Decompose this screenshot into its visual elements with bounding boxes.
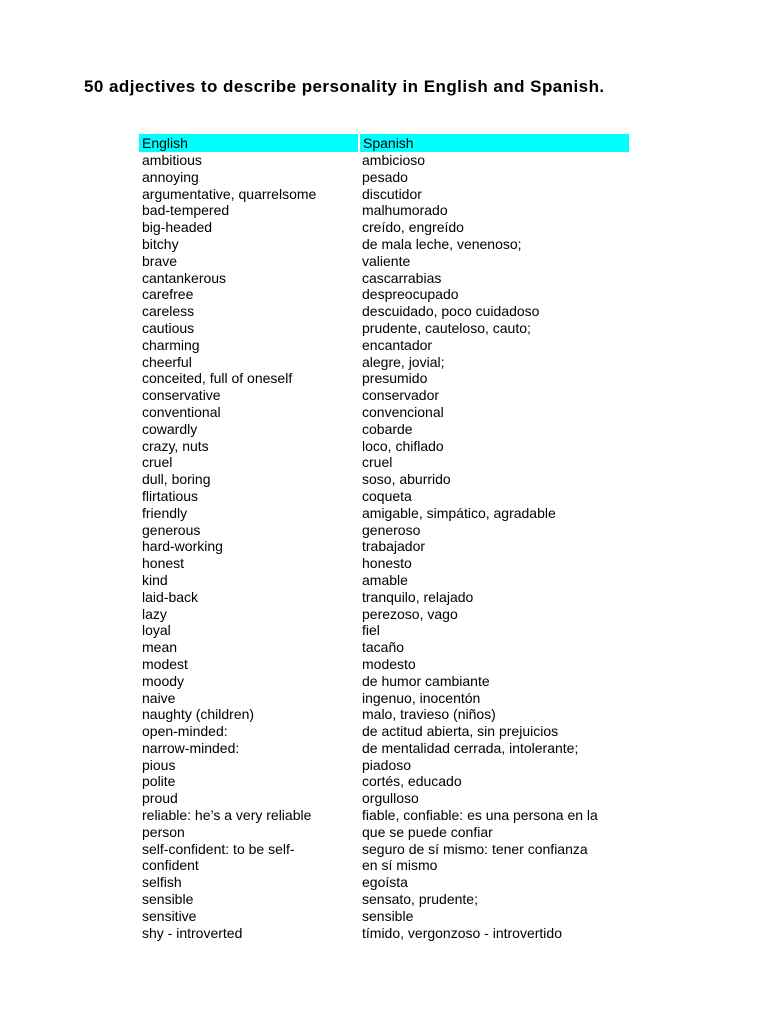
- spanish-translation: modesto: [362, 655, 416, 672]
- spanish-translation: sensato, prudente;: [362, 891, 478, 908]
- table-row: [139, 690, 629, 707]
- english-term: argumentative, quarrelsome: [142, 185, 317, 202]
- table-row: [139, 303, 629, 320]
- english-term: loyal: [142, 622, 171, 639]
- table-row: [139, 236, 629, 253]
- spanish-translation: despreocupado: [362, 286, 459, 303]
- english-term: naughty (children): [142, 706, 255, 723]
- spanish-translation: loco, chiflado: [362, 437, 444, 454]
- english-term: conservative: [142, 387, 221, 404]
- english-term: dull, boring: [142, 471, 211, 488]
- spanish-translation: fiel: [362, 622, 380, 639]
- table-row: [139, 354, 629, 371]
- spanish-translation: amigable, simpático, agradable: [362, 504, 556, 521]
- table-row: [139, 773, 629, 790]
- english-term: honest: [142, 555, 185, 572]
- spanish-translation: ingenuo, inocentón: [362, 689, 481, 706]
- spanish-translation: que se puede confiar: [362, 823, 493, 840]
- table-body: [139, 152, 629, 941]
- english-term: selfish: [142, 874, 182, 891]
- spanish-translation: encantador: [362, 336, 433, 353]
- english-term: laid-back: [142, 588, 199, 605]
- spanish-translation: valiente: [362, 252, 411, 269]
- table-row: [139, 202, 629, 219]
- table-row: [139, 505, 629, 522]
- table-header-row: [139, 134, 629, 152]
- spanish-translation: en sí mismo: [362, 857, 438, 874]
- english-term: confident: [142, 857, 199, 874]
- spanish-translation: creído, engreído: [362, 219, 464, 236]
- table-row: [139, 790, 629, 807]
- english-term: pious: [142, 756, 176, 773]
- english-term: sensitive: [142, 907, 197, 924]
- table-row: [139, 337, 629, 354]
- spanish-translation: soso, aburrido: [362, 471, 451, 488]
- table-row: [139, 622, 629, 639]
- english-term: charming: [142, 336, 200, 353]
- spanish-translation: cascarrabias: [362, 269, 442, 286]
- english-term: open-minded:: [142, 723, 228, 740]
- english-term: mean: [142, 639, 178, 656]
- english-term: big-headed: [142, 219, 213, 236]
- english-term: polite: [142, 773, 176, 790]
- spanish-translation: descuidado, poco cuidadoso: [362, 303, 540, 320]
- table-row: [139, 320, 629, 337]
- table-row: [139, 639, 629, 656]
- english-term: carefree: [142, 286, 194, 303]
- spanish-translation: trabajador: [362, 538, 426, 555]
- spanish-translation: tacaño: [362, 639, 405, 656]
- spanish-translation: coqueta: [362, 487, 412, 504]
- page-title: 50 adjectives to describe personality in English and Spanish.: [84, 77, 605, 96]
- spanish-translation: honesto: [362, 555, 412, 572]
- english-term: shy - introverted: [142, 924, 243, 941]
- table-row: [139, 874, 629, 891]
- column-header-english: English: [139, 134, 359, 152]
- english-term: person: [142, 823, 185, 840]
- table-row: [139, 522, 629, 539]
- table-row: [139, 538, 629, 555]
- spanish-translation: presumido: [362, 370, 428, 387]
- english-term: friendly: [142, 504, 188, 521]
- english-term: cautious: [142, 319, 195, 336]
- spanish-translation: tímido, vergonzoso - introvertido: [362, 924, 562, 941]
- spanish-translation: ambicioso: [362, 152, 426, 168]
- english-term: bad-tempered: [142, 202, 230, 219]
- spanish-translation: prudente, cauteloso, cauto;: [362, 319, 531, 336]
- table-row: [139, 740, 629, 757]
- spanish-translation: pesado: [362, 168, 408, 185]
- spanish-translation: cortés, educado: [362, 773, 462, 790]
- table-row: [139, 186, 629, 203]
- table-row: [139, 606, 629, 623]
- english-term: conceited, full of oneself: [142, 370, 293, 387]
- spanish-translation: perezoso, vago: [362, 605, 458, 622]
- table-row: [139, 723, 629, 740]
- english-term: bitchy: [142, 235, 179, 252]
- table-row: [139, 421, 629, 438]
- spanish-translation: de humor cambiante: [362, 672, 490, 689]
- vocabulary-table: [139, 134, 629, 941]
- table-row: [139, 572, 629, 589]
- english-term: self-confident: to be self-: [142, 840, 295, 857]
- table-row: [139, 488, 629, 505]
- table-row: [139, 908, 629, 925]
- column-header-spanish: Spanish: [359, 134, 629, 152]
- table-row: [139, 219, 629, 236]
- table-row: [139, 253, 629, 270]
- english-term: lazy: [142, 605, 167, 622]
- spanish-translation: de mala leche, venenoso;: [362, 235, 522, 252]
- table-row: [139, 706, 629, 723]
- spanish-translation: piadoso: [362, 756, 412, 773]
- english-term: hard-working: [142, 538, 223, 555]
- table-row: [139, 454, 629, 471]
- spanish-translation: amable: [362, 571, 408, 588]
- spanish-translation: orgulloso: [362, 790, 419, 807]
- table-row: [139, 757, 629, 774]
- table-row: [139, 286, 629, 303]
- english-term: moody: [142, 672, 185, 689]
- spanish-translation: generoso: [362, 521, 421, 538]
- english-term: sensible: [142, 891, 194, 908]
- table-row: [139, 857, 629, 874]
- english-term: annoying: [142, 168, 199, 185]
- english-term: cowardly: [142, 420, 198, 437]
- spanish-translation: malo, travieso (niños): [362, 706, 496, 723]
- table-row: [139, 270, 629, 287]
- table-row: [139, 891, 629, 908]
- spanish-translation: egoísta: [362, 874, 408, 891]
- table-row: [139, 404, 629, 421]
- english-term: cruel: [142, 454, 173, 471]
- english-term: modest: [142, 655, 188, 672]
- spanish-translation: cruel: [362, 454, 393, 471]
- table-row: [139, 471, 629, 488]
- table-row: [139, 589, 629, 606]
- english-term: cantankerous: [142, 269, 227, 286]
- table-row: [139, 841, 629, 858]
- spanish-translation: seguro de sí mismo: tener confianza: [362, 840, 588, 857]
- english-term: reliable: he’s a very reliable: [142, 807, 312, 824]
- table-row: [139, 824, 629, 841]
- spanish-translation: convencional: [362, 403, 444, 420]
- spanish-translation: discutidor: [362, 185, 422, 202]
- table-row: [139, 925, 629, 942]
- spanish-translation: sensible: [362, 907, 414, 924]
- english-term: flirtatious: [142, 487, 199, 504]
- table-row: [139, 673, 629, 690]
- table-row: [139, 807, 629, 824]
- table-row: [139, 438, 629, 455]
- spanish-translation: conservador: [362, 387, 440, 404]
- table-row: [139, 555, 629, 572]
- english-term: kind: [142, 571, 168, 588]
- english-term: conventional: [142, 403, 221, 420]
- spanish-translation: alegre, jovial;: [362, 353, 445, 370]
- english-term: careless: [142, 303, 195, 320]
- english-term: narrow-minded:: [142, 739, 240, 756]
- english-term: brave: [142, 252, 178, 269]
- table-row: [139, 387, 629, 404]
- table-row: [139, 370, 629, 387]
- spanish-translation: cobarde: [362, 420, 413, 437]
- english-term: naive: [142, 689, 176, 706]
- english-term: generous: [142, 521, 201, 538]
- english-term: cheerful: [142, 353, 192, 370]
- spanish-translation: tranquilo, relajado: [362, 588, 474, 605]
- spanish-translation: fiable, confiable: es una persona en la: [362, 807, 598, 824]
- spanish-translation: malhumorado: [362, 202, 448, 219]
- table-row: [139, 656, 629, 673]
- table-row: [139, 152, 629, 169]
- spanish-translation: de actitud abierta, sin prejuicios: [362, 723, 559, 740]
- english-term: crazy, nuts: [142, 437, 209, 454]
- english-term: ambitious: [142, 152, 202, 168]
- english-term: proud: [142, 790, 178, 807]
- table-row: [139, 169, 629, 186]
- spanish-translation: de mentalidad cerrada, intolerante;: [362, 739, 579, 756]
